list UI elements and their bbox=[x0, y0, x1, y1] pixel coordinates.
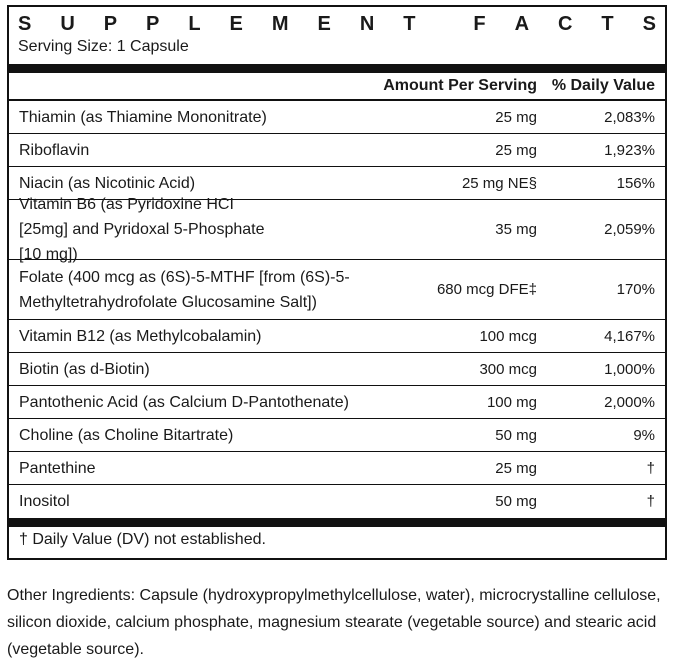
title-letter: N bbox=[359, 13, 375, 35]
nutrient-name: Folate (400 mcg as (6S)-5-MTHF [from (6S)-5-Methyltetrahydrofolate Glucosamine Salt]) bbox=[19, 268, 350, 311]
table-row bbox=[9, 452, 665, 485]
title-letter: E bbox=[317, 13, 331, 35]
nutrient-daily-value: 2,083% bbox=[604, 108, 655, 126]
nutrient-amount: 100 mg bbox=[486, 393, 537, 411]
nutrient-amount: 300 mcg bbox=[479, 360, 537, 378]
nutrient-amount: 50 mg bbox=[495, 493, 537, 510]
other-ingredients: Other Ingredients: Capsule (hydroxypropylmethylcellulose, water), microcrystalline cellulose, silicon dioxide, calcium phosphate, magnesium stearate (vegetable source) and stearic acid (vegetable source). bbox=[7, 587, 661, 658]
nutrient-amount: 25 mg bbox=[495, 459, 537, 477]
panel-title bbox=[9, 7, 665, 34]
title-letter: U bbox=[60, 13, 75, 35]
nutrient-amount: 25 mg bbox=[495, 141, 537, 159]
thick-divider bbox=[9, 518, 665, 527]
title-letter: L bbox=[188, 13, 201, 35]
table-row bbox=[9, 386, 665, 419]
nutrient-name: Inositol bbox=[19, 493, 70, 510]
title-letter: P bbox=[146, 13, 160, 35]
nutrient-amount: 35 mg bbox=[495, 221, 537, 238]
title-letter: C bbox=[558, 13, 573, 35]
title-letter: E bbox=[229, 13, 243, 35]
nutrient-daily-value: 9% bbox=[633, 426, 655, 444]
table-row bbox=[9, 485, 665, 518]
nutrient-amount: 25 mg NE§ bbox=[461, 174, 537, 192]
nutrient-amount: 100 mcg bbox=[479, 327, 537, 345]
title-letter: S bbox=[642, 13, 656, 35]
thick-divider bbox=[9, 64, 665, 73]
serving-size: Serving Size: 1 Capsule bbox=[18, 38, 189, 55]
nutrient-daily-value: 4,167% bbox=[604, 327, 655, 345]
nutrient-name: Biotin (as d-Biotin) bbox=[19, 360, 150, 378]
nutrient-daily-value: † bbox=[646, 459, 655, 477]
footnote: † Daily Value (DV) not established. bbox=[19, 531, 266, 548]
nutrient-name: Riboflavin bbox=[19, 141, 90, 159]
nutrient-daily-value: 170% bbox=[616, 281, 655, 298]
nutrient-name: Niacin (as Nicotinic Acid) bbox=[19, 174, 196, 192]
nutrient-name: Choline (as Choline Bitartrate) bbox=[19, 426, 234, 444]
nutrient-name: Vitamin B6 (as Pyridoxine HCI [25mg] and Pyridoxal 5-Phosphate [10 mg]) bbox=[19, 196, 265, 263]
title-letter: A bbox=[514, 13, 530, 35]
nutrient-amount: 50 mg bbox=[495, 426, 537, 444]
table-row bbox=[9, 353, 665, 386]
nutrient-name: Pantothenic Acid (as Calcium D-Pantothenate) bbox=[19, 393, 349, 411]
nutrient-daily-value: 1,000% bbox=[604, 360, 655, 378]
table-header bbox=[9, 73, 665, 101]
title-letter: F bbox=[473, 13, 486, 35]
supplement-facts-panel bbox=[7, 5, 667, 560]
nutrient-name: Vitamin B12 (as Methylcobalamin) bbox=[19, 327, 262, 345]
table-row bbox=[9, 419, 665, 452]
table-row bbox=[9, 196, 665, 263]
nutrient-daily-value: 2,059% bbox=[604, 221, 655, 238]
header-daily-value: % Daily Value bbox=[551, 77, 655, 94]
title-letter: P bbox=[103, 13, 118, 35]
nutrient-amount: 680 mcg DFE‡ bbox=[436, 281, 537, 298]
nutrient-name: Thiamin (as Thiamine Mononitrate) bbox=[19, 108, 267, 126]
nutrient-amount: 25 mg bbox=[495, 108, 537, 126]
nutrient-daily-value: 2,000% bbox=[604, 393, 655, 411]
title-letter: M bbox=[271, 13, 289, 35]
table-row bbox=[9, 320, 665, 353]
header-amount: Amount Per Serving bbox=[383, 77, 537, 94]
nutrient-daily-value: † bbox=[646, 493, 655, 510]
title-letter: T bbox=[403, 13, 416, 35]
table-row bbox=[9, 101, 665, 134]
nutrient-daily-value: 156% bbox=[616, 174, 655, 192]
title-letter: T bbox=[601, 13, 614, 35]
nutrient-daily-value: 1,923% bbox=[604, 141, 655, 159]
title-letter: S bbox=[18, 13, 32, 35]
table-row bbox=[9, 134, 665, 167]
nutrient-name: Pantethine bbox=[19, 459, 96, 477]
table-row bbox=[9, 260, 665, 320]
